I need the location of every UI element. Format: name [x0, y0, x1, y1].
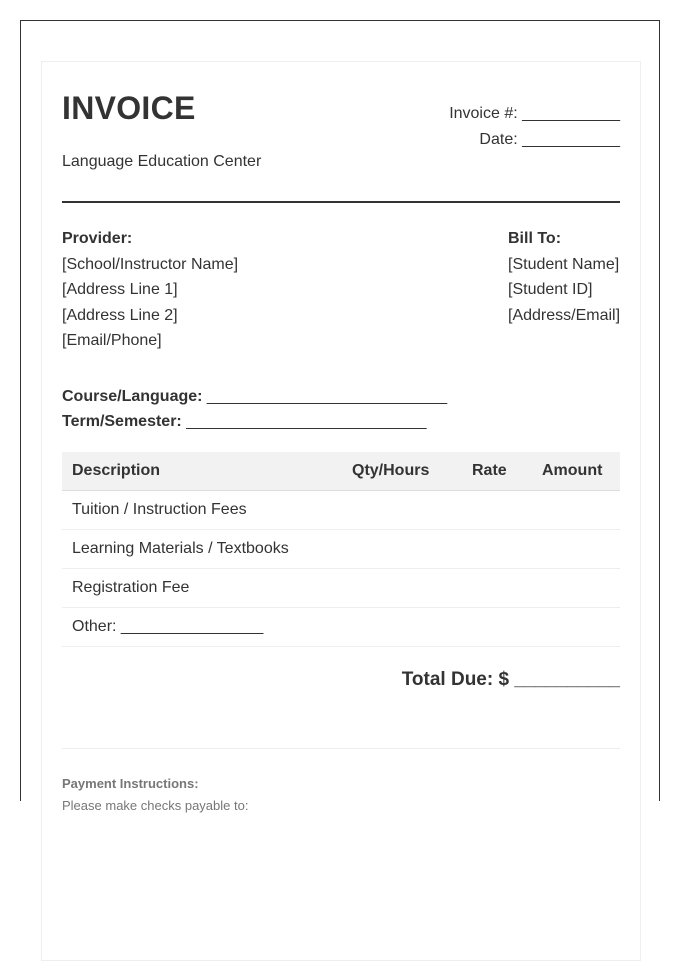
provider-line: [Address Line 1] — [62, 281, 178, 298]
item-qty — [342, 491, 462, 530]
item-description: Registration Fee — [62, 569, 342, 608]
column-header-rate: Rate — [462, 452, 532, 491]
table-header-row — [62, 452, 620, 491]
invoice-date-field: Date: ___________ — [479, 131, 620, 148]
item-rate — [462, 608, 532, 647]
bill-to-heading: Bill To: — [508, 230, 562, 247]
item-amount — [532, 491, 620, 530]
term-semester-blank: ___________________________ — [186, 413, 427, 430]
column-header-qty-hours: Qty/Hours — [342, 452, 462, 491]
footer-divider — [62, 748, 620, 749]
item-qty — [342, 608, 462, 647]
total-due: Total Due: $ __________ — [401, 669, 620, 690]
item-qty — [342, 530, 462, 569]
invoice-number-field: Invoice #: ___________ — [449, 105, 620, 122]
table-row — [62, 569, 620, 608]
item-amount — [532, 608, 620, 647]
organization-name: Language Education Center — [62, 153, 262, 170]
invoice-sheet — [41, 61, 641, 961]
payment-line: Please make checks payable to: — [62, 798, 249, 813]
course-language-row — [62, 384, 447, 409]
provider-line: [Email/Phone] — [62, 332, 162, 349]
term-semester-label: Term/Semester: — [62, 413, 182, 430]
item-rate — [462, 491, 532, 530]
column-header-description: Description — [62, 452, 342, 491]
course-language-blank: ___________________________ — [206, 388, 448, 405]
table-row — [62, 491, 620, 530]
bill-to-line: [Student ID] — [508, 281, 593, 298]
payment-instructions — [62, 773, 248, 817]
bill-to-line: [Address/Email] — [508, 306, 621, 324]
item-description: Tuition / Instruction Fees — [62, 491, 342, 530]
provider-line: [Address Line 2] — [62, 306, 178, 324]
item-rate — [462, 569, 532, 608]
course-language-label: Course/Language: — [62, 388, 203, 405]
provider-block — [62, 226, 238, 354]
document-viewport[interactable] — [20, 20, 660, 813]
header-divider — [62, 201, 620, 203]
table-row — [62, 530, 620, 569]
line-items-table — [62, 452, 620, 647]
term-semester-row — [62, 409, 447, 434]
course-info — [62, 384, 447, 434]
payment-heading: Payment Instructions: — [62, 776, 199, 791]
invoice-meta — [449, 101, 620, 153]
provider-line: [School/Instructor Name] — [62, 255, 239, 273]
item-amount — [532, 569, 620, 608]
table-row — [62, 608, 620, 647]
item-description: Other: ________________ — [62, 608, 342, 647]
provider-heading: Provider: — [62, 230, 133, 247]
item-amount — [532, 530, 620, 569]
item-qty — [342, 569, 462, 608]
item-description: Learning Materials / Textbooks — [62, 530, 342, 569]
bill-to-line: [Student Name] — [508, 255, 620, 273]
item-rate — [462, 530, 532, 569]
invoice-title: INVOICE — [62, 90, 196, 126]
bill-to-block — [508, 226, 620, 328]
column-header-amount: Amount — [532, 452, 620, 491]
